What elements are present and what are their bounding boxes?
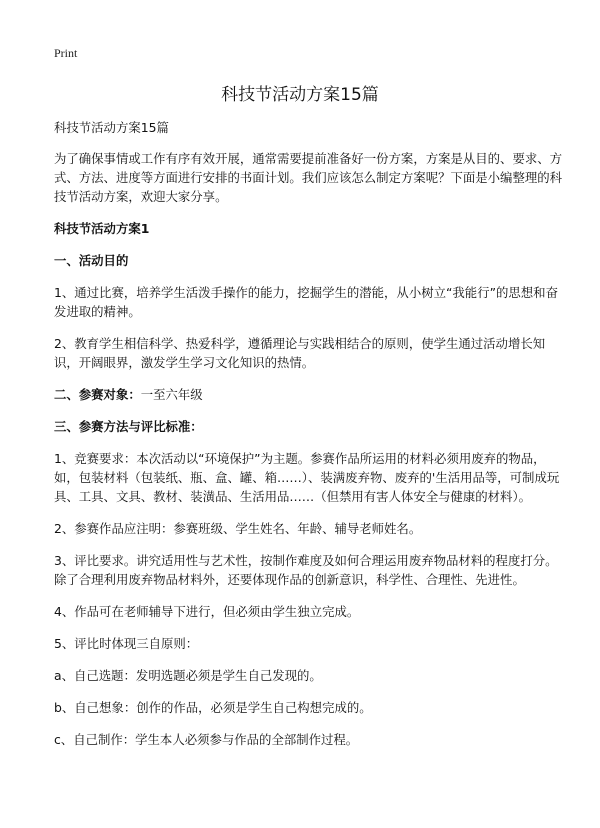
- document-subtitle: 科技节活动方案15篇: [54, 120, 169, 135]
- method-item: 4、作品可在老师辅导下进行，但必须由学生独立完成。: [54, 604, 360, 619]
- document-body: [54, 118, 562, 762]
- target-label: 二、参赛对象：: [54, 387, 141, 402]
- method-item: 5、评比时体现三自原则：: [54, 636, 199, 651]
- rule-item: b、自己想象：创作的作品，必须是学生自己构想完成的。: [54, 700, 372, 715]
- method-item: 2、参赛作品应注明：参赛班级、学生姓名、年龄、辅导老师姓名。: [54, 521, 422, 536]
- intro-paragraph: 为了确保事情或工作有序有效开展，通常需要提前准备好一份方案，方案是从目的、要求、方式、方法、进度等方面进行安排的书面计划。我们应该怎么制定方案呢？下面是小编整理的科技节活动方案，欢迎大家分享。: [54, 151, 563, 204]
- purpose-heading: 一、活动目的: [54, 253, 129, 268]
- section-heading: 科技节活动方案1: [54, 221, 150, 236]
- rule-item: a、自己选题：发明选题必须是学生自己发现的。: [54, 668, 322, 683]
- target-value: 一至六年级: [140, 387, 203, 402]
- target-heading: [54, 385, 562, 404]
- print-link[interactable]: Print: [54, 46, 78, 60]
- method-heading: 三、参赛方法与评比标准：: [54, 419, 203, 434]
- purpose-item: 2、教育学生相信科学、热爱科学，遵循理论与实践相结合的原则，使学生通过活动增长知识，开阔眼界，激发学生学习文化知识的热情。: [54, 336, 546, 370]
- page-title: 科技节活动方案15篇: [221, 85, 379, 105]
- purpose-item: 1、通过比赛，培养学生活泼手操作的能力，挖掘学生的潜能，从小树立“我能行”的思想和奋发进取的精神。: [54, 285, 558, 319]
- method-item: 1、竞赛要求：本次活动以“环境保护”为主题。参赛作品所运用的材料必须用废弃的物品，如，包装材料（包装纸、瓶、盒、罐、箱……）、装满废弃物、废弃的'生活用品等，可制成玩具、工具、文具、教材、装潢品、生活用品……（但禁用有害人体安全与健康的材料）。: [54, 451, 560, 504]
- method-item: 3、评比要求。讲究适用性与艺术性，按制作难度及如何合理运用废弃物品材料的程度打分。除了合理利用废弃物品材料外，还要体现作品的创新意识，科学性、合理性、先进性。: [54, 553, 558, 587]
- rule-item: c、自己制作：学生本人必须参与作品的全部制作过程。: [54, 732, 359, 747]
